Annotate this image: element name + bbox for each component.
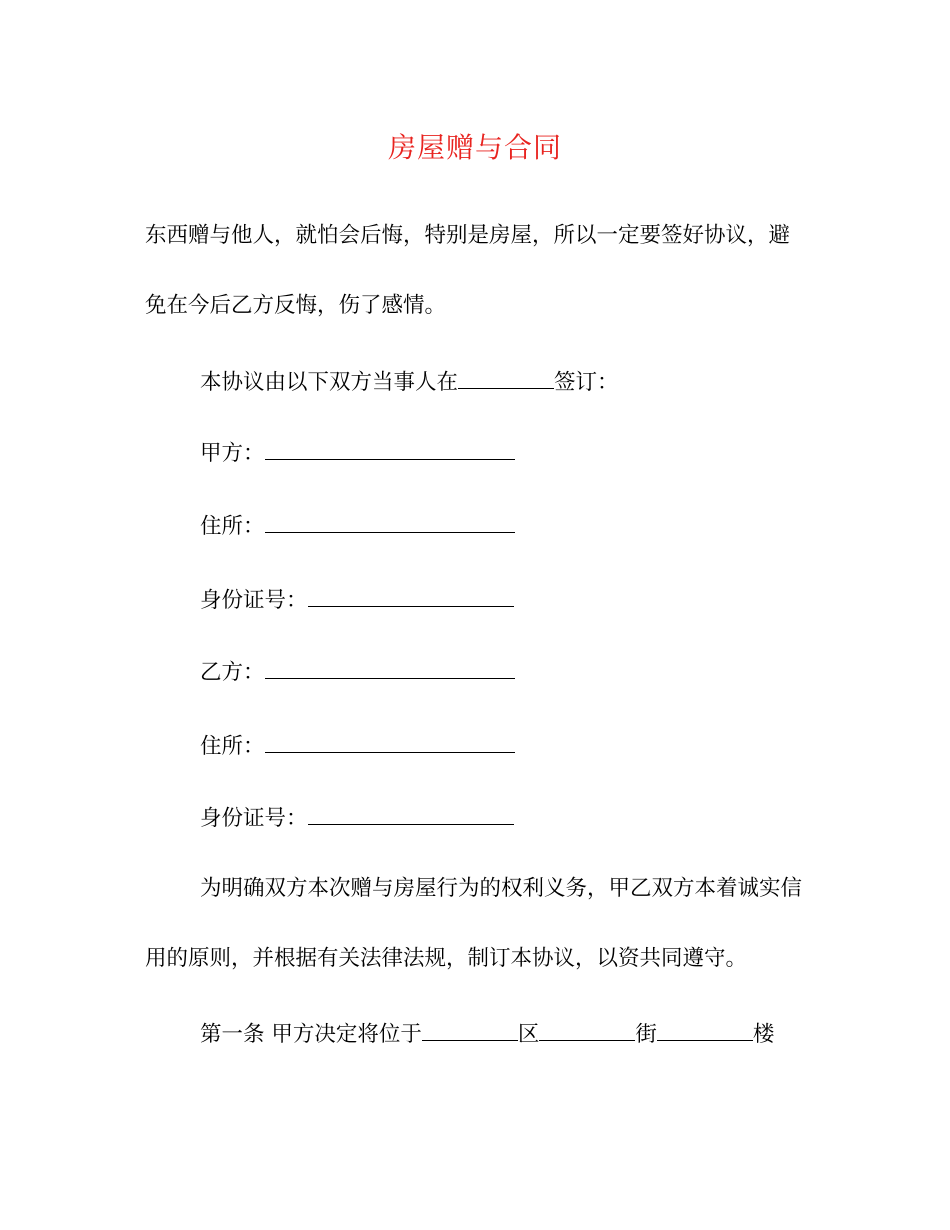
party-b-label: 乙方： bbox=[200, 660, 265, 685]
signing-statement bbox=[200, 366, 619, 398]
party-a-id-blank bbox=[308, 584, 514, 607]
party-a-address-blank bbox=[265, 510, 515, 533]
party-b-address-row bbox=[200, 730, 515, 762]
party-b-address-blank bbox=[265, 730, 515, 753]
party-a-label: 甲方： bbox=[200, 441, 265, 466]
party-a-row bbox=[200, 437, 515, 469]
party-b-id-row bbox=[200, 802, 514, 834]
purpose-paragraph-line-1: 为明确双方本次赠与房屋行为的权利义务，甲乙双方本着诚实信 bbox=[200, 876, 803, 901]
district-label: 区 bbox=[517, 1022, 540, 1047]
purpose-paragraph-line-2: 用的原则，并根据有关法律法规，制订本协议，以资共同遵守。 bbox=[145, 946, 748, 971]
document-title: 房屋赠与合同 bbox=[387, 131, 562, 164]
party-b-row bbox=[200, 656, 515, 688]
signing-statement-prefix: 本协议由以下双方当事人在 bbox=[200, 370, 459, 395]
signing-statement-suffix: 签订： bbox=[554, 370, 619, 395]
district-blank bbox=[422, 1018, 518, 1041]
building-label: 楼 bbox=[752, 1022, 775, 1047]
party-a-address-row bbox=[200, 510, 515, 542]
party-b-id-label: 身份证号： bbox=[200, 806, 308, 831]
street-blank bbox=[539, 1018, 635, 1041]
party-b-blank bbox=[265, 656, 515, 679]
party-b-id-blank bbox=[308, 802, 514, 825]
signing-place-blank bbox=[458, 366, 554, 389]
party-b-address-label: 住所： bbox=[200, 734, 265, 759]
party-a-id-row bbox=[200, 584, 514, 616]
party-a-id-label: 身份证号： bbox=[200, 588, 308, 613]
party-a-address-label: 住所： bbox=[200, 514, 265, 539]
party-a-blank bbox=[265, 437, 515, 460]
street-label: 街 bbox=[635, 1022, 657, 1047]
article-1-row bbox=[200, 1018, 774, 1050]
article-1-prefix: 第一条 甲方决定将位于 bbox=[200, 1022, 422, 1047]
intro-paragraph-line-2: 免在今后乙方反悔，伤了感情。 bbox=[145, 293, 447, 318]
intro-paragraph-line-1: 东西赠与他人，就怕会后悔，特别是房屋，所以一定要签好协议，避 bbox=[145, 223, 791, 248]
building-blank bbox=[657, 1018, 753, 1041]
